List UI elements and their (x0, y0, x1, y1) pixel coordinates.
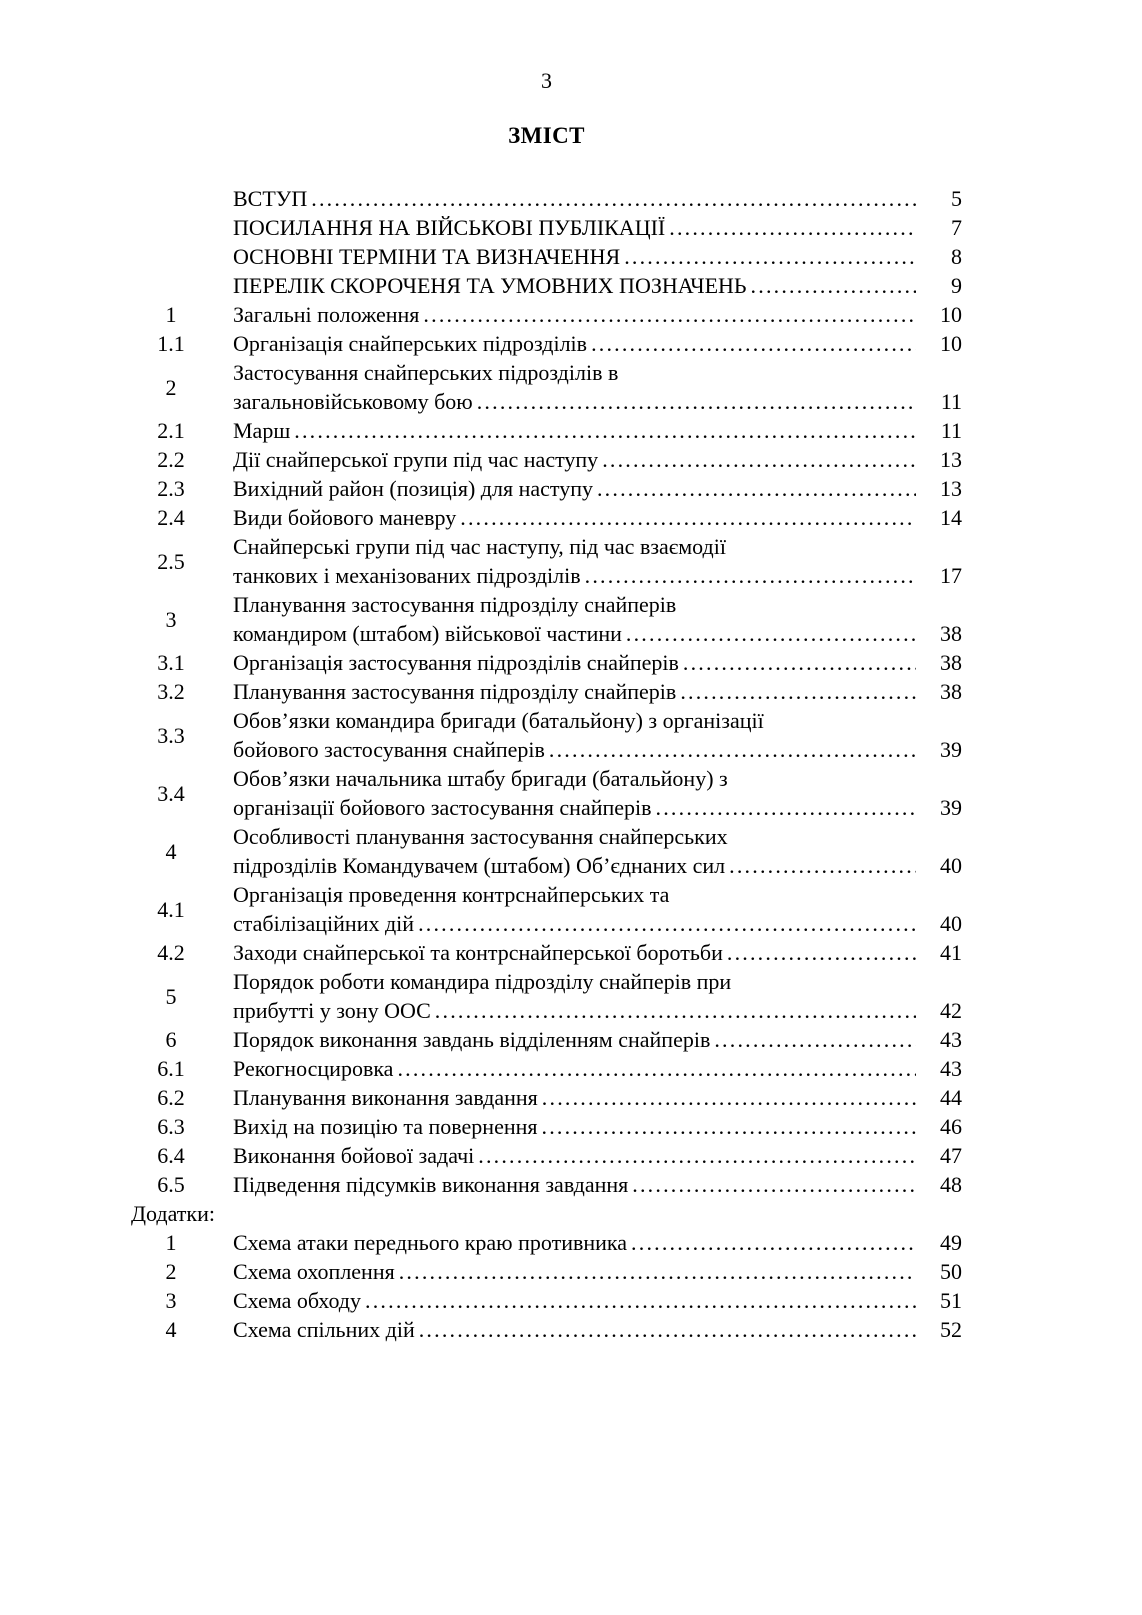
toc-entry-number: 3.3 (157, 722, 185, 748)
toc-entry-text: Планування застосування підрозділу снайперів (233, 679, 677, 704)
toc-entry-text: Загальні положення (233, 302, 420, 327)
toc-entry-page: 14 (940, 505, 962, 530)
toc-entry-page: 40 (940, 911, 962, 936)
toc-entry (131, 822, 962, 880)
dot-leader (474, 1141, 916, 1170)
toc-entry-page: 51 (940, 1288, 962, 1313)
toc-entry-title (233, 1112, 916, 1141)
toc-entry (131, 532, 962, 590)
toc-entry-lastline (233, 619, 916, 648)
toc-entry-lastline (233, 1112, 916, 1141)
dot-leader (587, 329, 916, 358)
toc-entry-number: 2.4 (157, 505, 185, 530)
toc-entry-lastline (233, 387, 916, 416)
toc-entry-number: 6.4 (157, 1143, 185, 1168)
toc-entry-title (233, 329, 916, 358)
toc-entry-number: 1 (165, 1230, 177, 1255)
toc-entry-page: 11 (940, 389, 962, 414)
toc-entry-page: 44 (940, 1085, 962, 1110)
dot-leader (725, 851, 916, 880)
toc-entry-page: 52 (940, 1317, 962, 1342)
dot-leader (622, 619, 916, 648)
toc-entry (131, 503, 962, 532)
dot-leader (290, 416, 916, 445)
toc-entry-title (233, 677, 916, 706)
toc-entry-lastline (233, 213, 916, 242)
toc-entry (131, 1025, 962, 1054)
toc-entry-lastline (233, 503, 916, 532)
toc-entry (131, 1315, 962, 1344)
toc-entry-lastline (233, 445, 916, 474)
toc-entry-line: Особливості планування застосування снайперських (233, 824, 728, 849)
toc-entry-text: командиром (штабом) військової частини (233, 621, 622, 646)
toc-entry-lastline (233, 677, 916, 706)
toc-entry-page: 13 (940, 447, 962, 472)
dot-leader (395, 1257, 916, 1286)
toc-entry-page: 49 (940, 1230, 962, 1255)
toc-entry-page: 48 (940, 1172, 962, 1197)
dot-leader (593, 474, 916, 503)
dot-leader (419, 300, 916, 329)
toc-entry-line: Планування застосування підрозділу снайперів (233, 592, 677, 617)
toc-entry-text: Підведення підсумків виконання завдання (233, 1172, 629, 1197)
toc-entry-title (233, 938, 916, 967)
toc-entry-text: Рекогносцировка (233, 1056, 394, 1081)
toc-entry-number: 5 (165, 983, 177, 1009)
toc-entry-lastline (233, 793, 916, 822)
dot-leader (393, 1054, 916, 1083)
toc-entry-page: 38 (940, 621, 962, 646)
toc-entry-page: 38 (940, 679, 962, 704)
toc-entry-lastline (233, 1141, 916, 1170)
toc-entry-page: 10 (940, 302, 962, 327)
toc-entry-title (233, 880, 916, 938)
toc-entry (131, 1286, 962, 1315)
toc-entry (131, 242, 962, 271)
toc-entry-lastline (233, 1315, 916, 1344)
toc-entry-text: Види бойового маневру (233, 505, 457, 530)
toc-entry-number: 2 (165, 374, 177, 400)
toc-entry-lastline (233, 1170, 916, 1199)
toc-entry-text: стабілізаційних дій (233, 911, 415, 936)
toc-entry-number: 6.2 (157, 1085, 185, 1110)
toc-entry-number (131, 271, 211, 300)
toc-entry-text: Виконання бойової задачі (233, 1143, 475, 1168)
toc-entry-lastline (233, 851, 916, 880)
toc-entry (131, 358, 962, 416)
toc-entry-text: танкових і механізованих підрозділів (233, 563, 581, 588)
toc-entry-page: 5 (951, 186, 962, 211)
toc-entry-number: 2.3 (157, 476, 185, 501)
dot-leader (307, 184, 916, 213)
dot-leader (581, 561, 916, 590)
dot-leader (598, 445, 916, 474)
toc-entry-title (233, 358, 916, 416)
toc-entry-number: 1.1 (157, 331, 185, 356)
toc-entry-page: 43 (940, 1027, 962, 1052)
dot-leader (676, 677, 916, 706)
toc-entry-page: 38 (940, 650, 962, 675)
toc-entry-number: 2 (165, 1259, 177, 1284)
toc-entry-title (233, 1141, 916, 1170)
toc-entry-lastline (233, 648, 916, 677)
toc-entry-title (233, 967, 916, 1025)
toc-entry-text: Заходи снайперської та контрснайперської боротьби (233, 940, 723, 965)
toc-entry-text: Схема спільних дій (233, 1317, 415, 1342)
toc-entry-line: Обов’язки командира бригади (батальйону) з організації (233, 708, 764, 733)
toc-entry-page: 17 (940, 563, 962, 588)
toc-entry-number: 2.5 (157, 548, 185, 574)
toc-entry-page: 10 (940, 331, 962, 356)
toc-entry-number: 3.1 (157, 650, 185, 675)
appendix-list (131, 1228, 962, 1344)
toc-entry (131, 764, 962, 822)
toc-entry (131, 474, 962, 503)
toc-entry-page: 43 (940, 1056, 962, 1081)
toc-entry-lastline (233, 300, 916, 329)
toc-entry-number: 4 (165, 1317, 177, 1342)
toc-entry (131, 300, 962, 329)
toc-entry-text: Дії снайперської групи під час наступу (233, 447, 599, 472)
toc-entry (131, 648, 962, 677)
toc-list (131, 184, 962, 1199)
dot-leader (627, 1228, 916, 1257)
toc-entry (131, 213, 962, 242)
toc-entry-text: Схема обходу (233, 1288, 362, 1313)
toc-entry-text: Порядок виконання завдань відділенням снайперів (233, 1027, 711, 1052)
dot-leader (415, 1315, 916, 1344)
dot-leader (431, 996, 916, 1025)
toc-entry-lastline (233, 1025, 916, 1054)
toc-entry-page: 41 (940, 940, 962, 965)
toc-entry-text: Вихідний район (позиція) для наступу (233, 476, 593, 501)
toc-entry-number: 3.4 (157, 780, 185, 806)
toc-entry-line: Організація проведення контрснайперських та (233, 882, 670, 907)
toc-entry-number: 1 (165, 302, 177, 327)
toc-entry (131, 445, 962, 474)
toc-entry-title (233, 184, 916, 213)
toc-entry-text: підрозділів Командувачем (штабом) Об’єднаних сил (233, 853, 726, 878)
dot-leader (679, 648, 916, 677)
toc-entry-text: Схема атаки переднього краю противника (233, 1230, 628, 1255)
toc-entry-number (131, 213, 211, 242)
toc-entry-lastline (233, 474, 916, 503)
toc-entry-title (233, 242, 916, 271)
toc-entry-number: 6.1 (157, 1056, 185, 1081)
toc-entry-text: загальновійськовому бою (233, 389, 473, 414)
toc-entry-lastline (233, 996, 916, 1025)
toc-entry (131, 967, 962, 1025)
toc-entry (131, 184, 962, 213)
toc-entry-page: 47 (940, 1143, 962, 1168)
toc-entry (131, 590, 962, 648)
toc-entry-text: Вихід на позицію та повернення (233, 1114, 538, 1139)
toc-entry-lastline (233, 1286, 916, 1315)
toc-entry (131, 1083, 962, 1112)
toc-entry-title (233, 300, 916, 329)
dot-leader (545, 735, 916, 764)
toc-entry-title (233, 271, 916, 300)
toc-entry-lastline (233, 1083, 916, 1112)
toc-entry-title (233, 474, 916, 503)
toc-entry (131, 1257, 962, 1286)
toc-entry-lastline (233, 184, 916, 213)
toc-title: ЗМІСТ (508, 123, 585, 148)
page-number: 3 (541, 68, 552, 93)
toc-entry-title (233, 1170, 916, 1199)
toc-entry-title (233, 1083, 916, 1112)
toc-entry-text: прибутті у зону ООС (233, 998, 431, 1023)
dot-leader (473, 387, 916, 416)
dot-leader (628, 1170, 916, 1199)
toc-entry-title (233, 532, 916, 590)
toc-entry-lastline (233, 909, 916, 938)
toc-entry-line: Застосування снайперських підрозділів в (233, 360, 619, 385)
toc-entry-text: ПОСИЛАННЯ НА ВІЙСЬКОВІ ПУБЛІКАЦІЇ (233, 215, 666, 240)
toc-entry-number: 4 (165, 838, 177, 864)
dot-leader (414, 909, 916, 938)
toc-entry (131, 271, 962, 300)
toc-entry-number (131, 184, 211, 213)
toc-entry-number: 3.2 (157, 679, 185, 704)
toc-entry-line: Снайперські групи під час наступу, під час взаємодії (233, 534, 726, 559)
toc-entry (131, 416, 962, 445)
toc-entry-title (233, 590, 916, 648)
dot-leader (538, 1112, 917, 1141)
toc-entry-page: 13 (940, 476, 962, 501)
toc-entry-page: 9 (951, 273, 962, 298)
dot-leader (538, 1083, 916, 1112)
toc-entry-number (131, 242, 211, 271)
toc-entry (131, 1054, 962, 1083)
toc-entry-number: 4.1 (157, 896, 185, 922)
toc-entry-text: Планування виконання завдання (233, 1085, 538, 1110)
toc-entry-title (233, 764, 916, 822)
toc-entry (131, 1228, 962, 1257)
toc-entry (131, 1141, 962, 1170)
toc-entry-title (233, 445, 916, 474)
toc-entry-title (233, 648, 916, 677)
toc-entry-lastline (233, 561, 916, 590)
toc-entry-title (233, 213, 916, 242)
toc-entry-lastline (233, 416, 916, 445)
toc-entry-text: Організація застосування підрозділів снайперів (233, 650, 679, 675)
toc-entry-number: 4.2 (157, 940, 185, 965)
toc-entry-page: 8 (951, 244, 962, 269)
toc-entry-title (233, 1257, 916, 1286)
toc-entry (131, 677, 962, 706)
toc-entry-title (233, 706, 916, 764)
toc-entry-number: 2.1 (157, 418, 185, 443)
toc-entry-number: 6.5 (157, 1172, 185, 1197)
toc-entry-title (233, 416, 916, 445)
dot-leader (665, 213, 916, 242)
dot-leader (747, 271, 916, 300)
toc-entry-lastline (233, 1054, 916, 1083)
toc-entry-text: бойового застосування снайперів (233, 737, 545, 762)
toc-entry-title (233, 503, 916, 532)
toc-entry (131, 1112, 962, 1141)
toc-entry-page: 39 (940, 737, 962, 762)
toc-entry-page: 7 (951, 215, 962, 240)
toc-entry-page: 40 (940, 853, 962, 878)
toc-entry-text: Схема охоплення (233, 1259, 395, 1284)
toc-entry-title (233, 1315, 916, 1344)
dot-leader (456, 503, 916, 532)
toc-entry-page: 42 (940, 998, 962, 1023)
toc-entry-text: організації бойового застосування снайперів (233, 795, 652, 820)
dot-leader (361, 1286, 916, 1315)
dot-leader (710, 1025, 916, 1054)
toc-entry-text: ВСТУП (233, 186, 308, 211)
toc-entry-text: Організація снайперських підрозділів (233, 331, 588, 356)
toc-entry-lastline (233, 242, 916, 271)
toc-entry-page: 39 (940, 795, 962, 820)
toc-entry-number: 3 (165, 606, 177, 632)
toc-entry-text: Марш (233, 418, 291, 443)
toc-entry-page: 50 (940, 1259, 962, 1284)
toc-entry (131, 938, 962, 967)
toc-entry-title (233, 822, 916, 880)
toc-entry (131, 329, 962, 358)
toc-entry-lastline (233, 938, 916, 967)
toc-entry-number: 6 (165, 1027, 177, 1052)
toc-entry-title (233, 1054, 916, 1083)
toc-entry (131, 706, 962, 764)
dot-leader (620, 242, 916, 271)
toc-entry-text: ПЕРЕЛІК СКОРОЧЕНЯ ТА УМОВНИХ ПОЗНАЧЕНЬ (233, 273, 747, 298)
toc-entry (131, 1170, 962, 1199)
toc-entry-number: 3 (165, 1288, 177, 1313)
toc-entry-line: Обов’язки начальника штабу бригади (батальйону) з (233, 766, 728, 791)
toc-entry-lastline (233, 1257, 916, 1286)
toc-entry-line: Порядок роботи командира підрозділу снайперів при (233, 969, 732, 994)
toc-entry-number: 2.2 (157, 447, 185, 472)
toc-entry-number: 6.3 (157, 1114, 185, 1139)
toc-entry-lastline (233, 735, 916, 764)
toc-entry-title (233, 1286, 916, 1315)
toc-entry (131, 880, 962, 938)
toc-entry-lastline (233, 271, 916, 300)
toc-entry-page: 11 (940, 418, 962, 443)
appendix-label: Додатки: (131, 1201, 215, 1226)
toc-entry-title (233, 1228, 916, 1257)
dot-leader (723, 938, 916, 967)
toc-entry-lastline (233, 329, 916, 358)
dot-leader (652, 793, 916, 822)
toc-entry-title (233, 1025, 916, 1054)
toc-entry-lastline (233, 1228, 916, 1257)
toc-entry-text: ОСНОВНІ ТЕРМІНИ ТА ВИЗНАЧЕННЯ (233, 244, 621, 269)
toc-entry-page: 46 (940, 1114, 962, 1139)
